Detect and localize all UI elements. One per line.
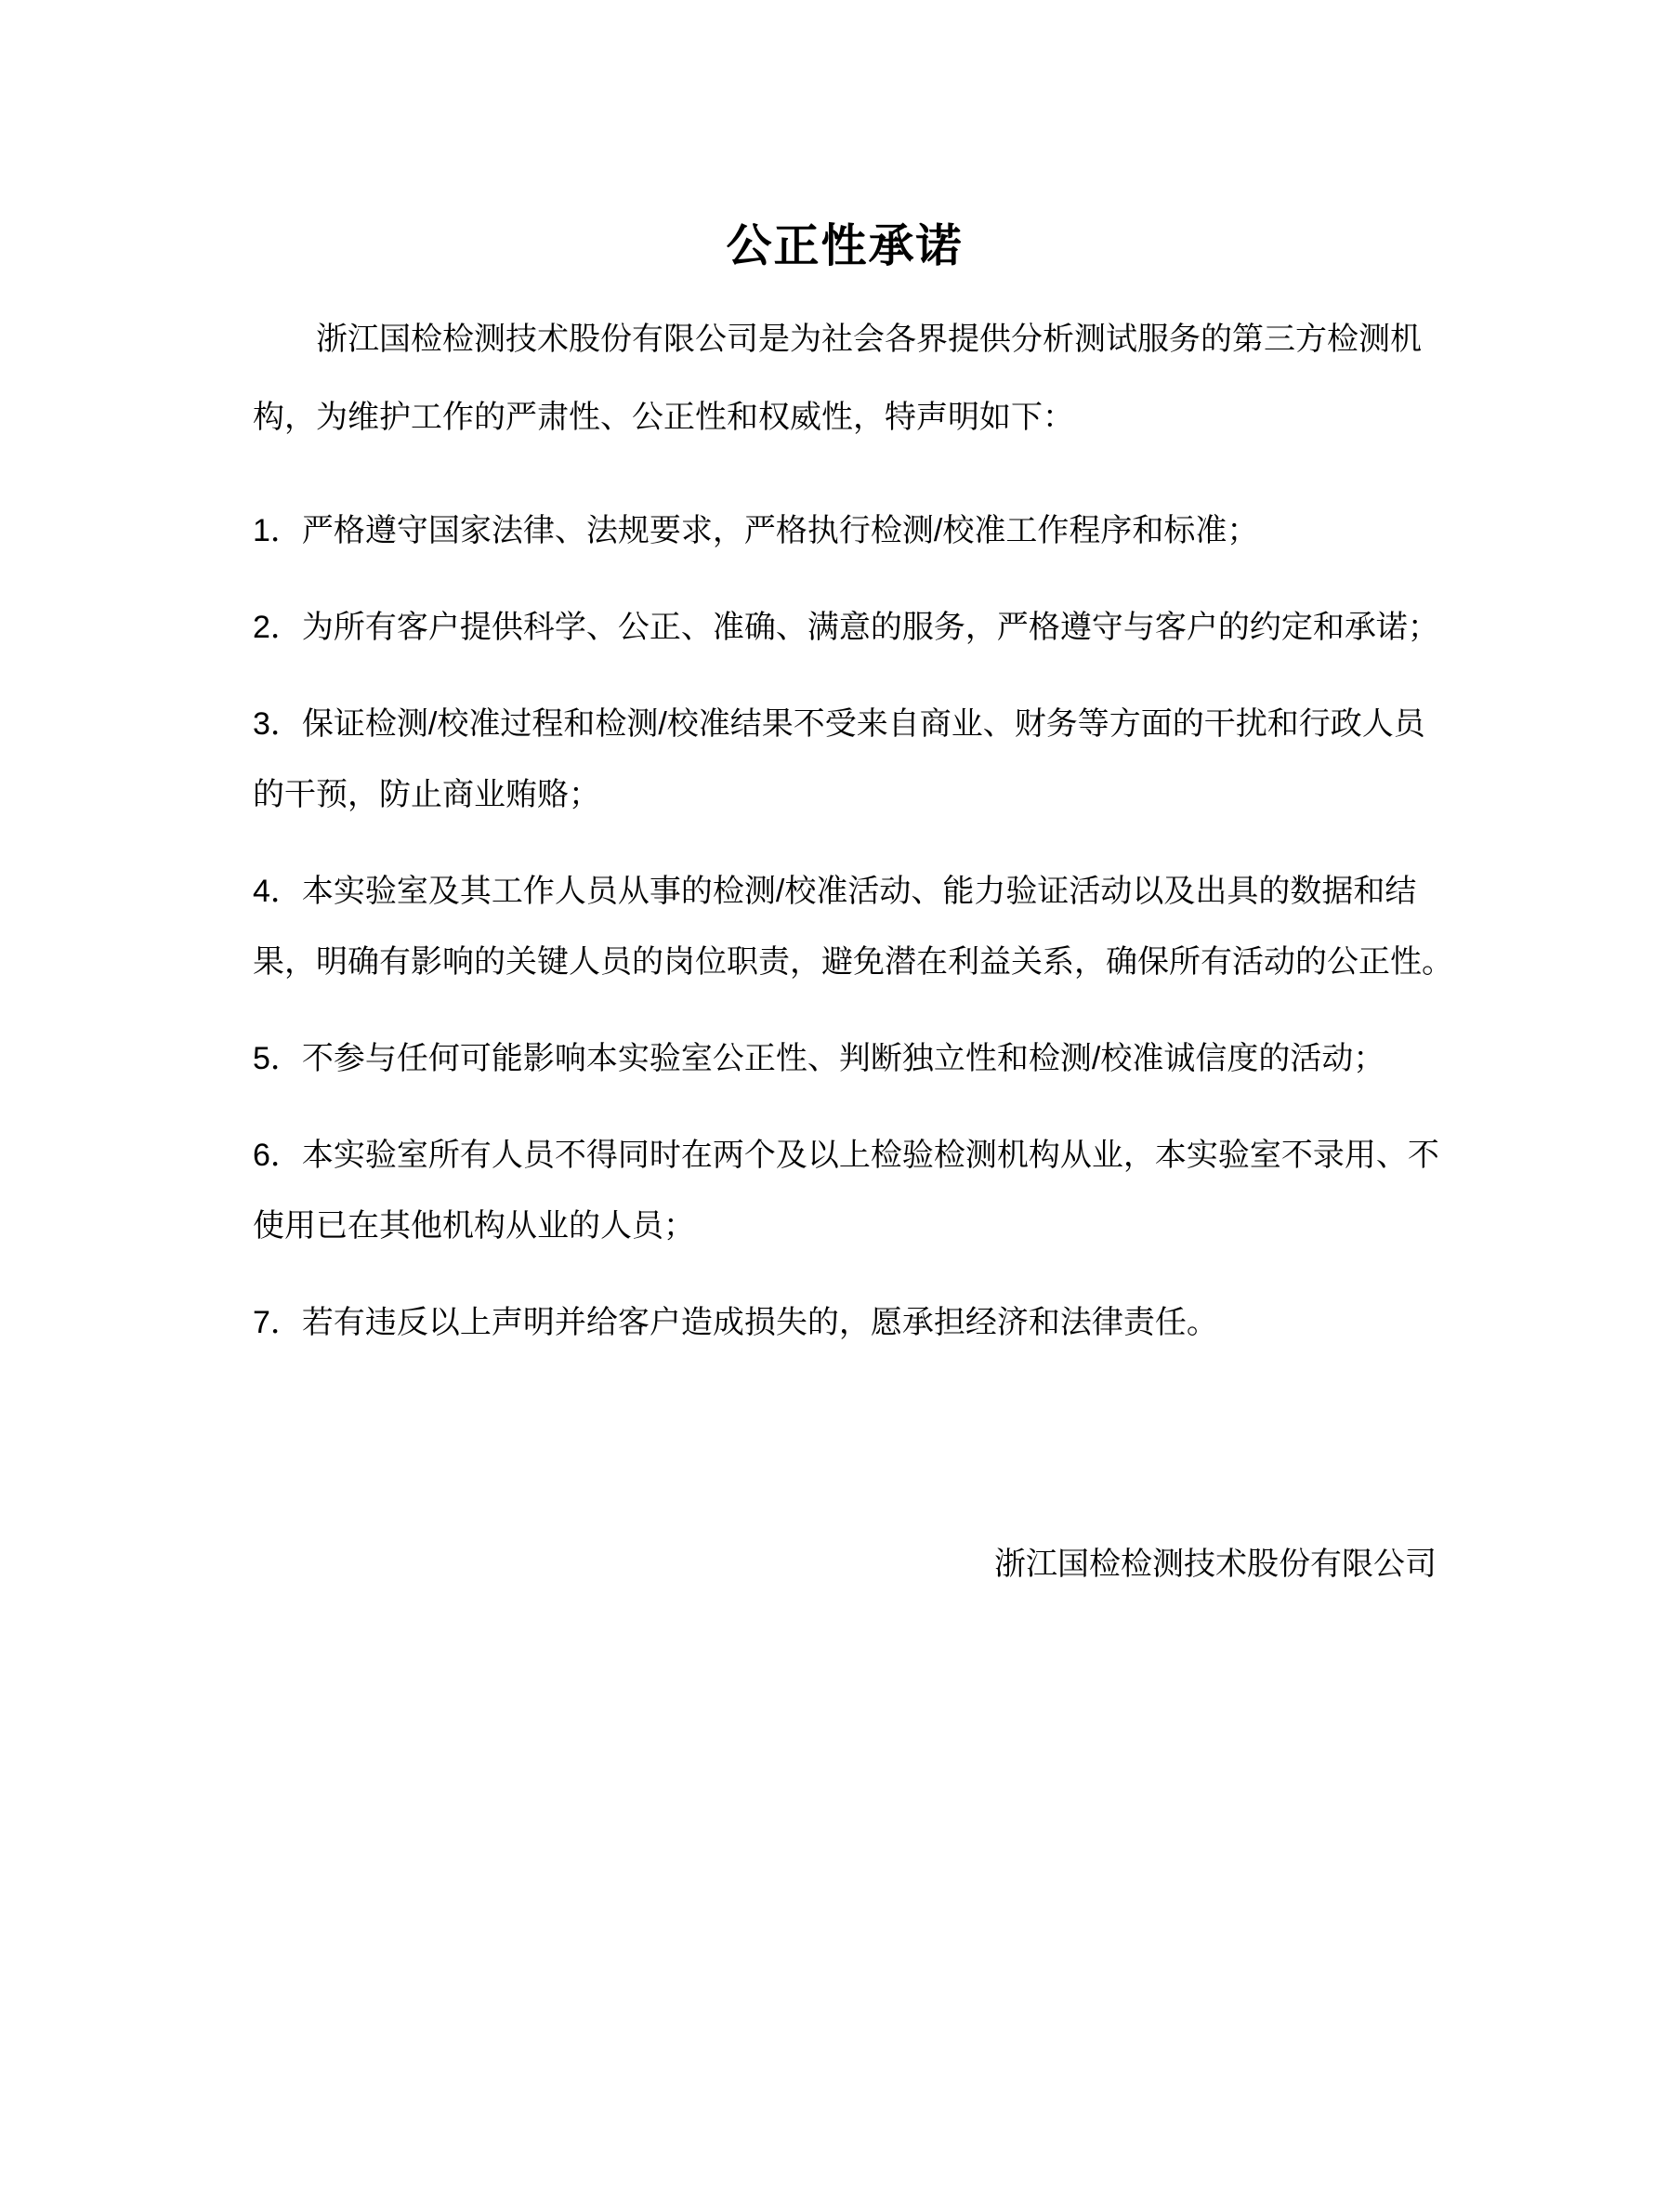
text-line: 5．不参与任何可能影响本实验室公正性、判断独立性和检测/校准诚信度的活动； bbox=[253, 1041, 1385, 1076]
clause-3 bbox=[253, 689, 1437, 830]
text-line: 构，为维护工作的严肃性、公正性和权威性，特声明如下： bbox=[253, 400, 1074, 435]
text-line: 6．本实验室所有人员不得同时在两个及以上检验检测机构从业，本实验室不录用、不 bbox=[253, 1138, 1439, 1173]
clause-7 bbox=[253, 1287, 1437, 1358]
text-line: 果，明确有影响的关键人员的岗位职责，避免潜在利益关系，确保所有活动的公正性。 bbox=[253, 944, 1453, 980]
clause-2 bbox=[253, 592, 1437, 663]
signature-company-name: 浙江国检检测技术股份有限公司 bbox=[994, 1547, 1437, 1582]
clause-4 bbox=[253, 856, 1453, 997]
intro-paragraph bbox=[253, 300, 1437, 456]
clause-1 bbox=[253, 495, 1437, 566]
text-line: 的干预，防止商业贿赂； bbox=[253, 777, 600, 812]
text-line: 使用已在其他机构从业的人员； bbox=[253, 1208, 695, 1244]
text-line: 4．本实验室及其工作人员从事的检测/校准活动、能力验证活动以及出具的数据和结 bbox=[253, 874, 1417, 909]
text-line: 3．保证检测/校准过程和检测/校准结果不受来自商业、财务等方面的干扰和行政人员 bbox=[253, 706, 1425, 742]
text-line: 浙江国检检测技术股份有限公司是为社会各界提供分析测试服务的第三方检测机 bbox=[316, 322, 1422, 357]
text-line: 1．严格遵守国家法律、法规要求，严格执行检测/校准工作程序和标准； bbox=[253, 513, 1259, 548]
text-line: 7．若有违反以上声明并给客户造成损失的，愿承担经济和法律责任。 bbox=[253, 1305, 1218, 1340]
document-content bbox=[253, 219, 1453, 1600]
clause-5 bbox=[253, 1023, 1437, 1094]
text-line: 2．为所有客户提供科学、公正、准确、满意的服务，严格遵守与客户的约定和承诺； bbox=[253, 610, 1439, 645]
clause-6 bbox=[253, 1120, 1437, 1261]
page-title: 公正性承诺 bbox=[726, 221, 964, 271]
